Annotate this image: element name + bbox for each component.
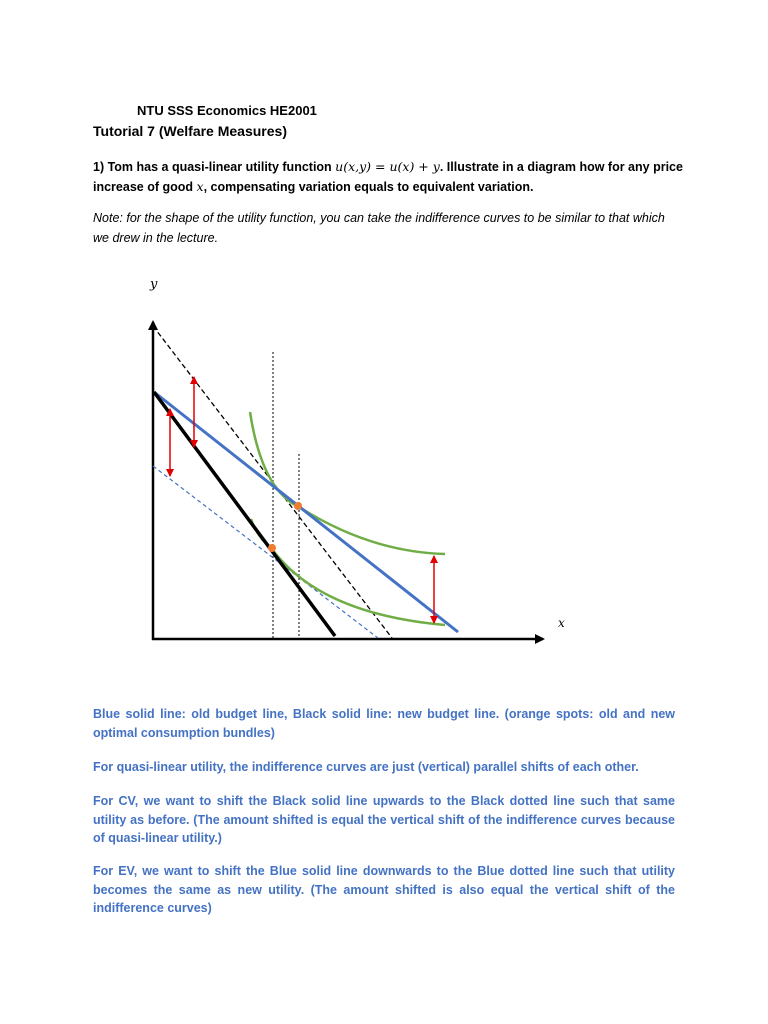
y-axis-label: y — [150, 277, 158, 292]
question-suffix: , compensating variation equals to equivalent variation. — [203, 180, 534, 194]
ev-equivalent-budget-line — [153, 466, 378, 638]
explanation-cv: For CV, we want to shift the Black solid line upwards to the Black dotted line such that same utility as before. (The amount shifted is equal the vertical shift of the indifference curves because of quasi-linear utility.) — [93, 794, 675, 845]
indifference-curve-old-utility — [250, 412, 445, 554]
good-variable-math: x — [196, 179, 204, 194]
tutorial-title: Tutorial 7 (Welfare Measures) — [93, 123, 287, 139]
indifference-curve-new-utility — [251, 519, 445, 625]
new-optimal-bundle — [268, 544, 276, 552]
new-budget-line — [154, 392, 335, 636]
note-text: Note: for the shape of the utility function, you can take the indifference curves to be similar to that which we drew in the lecture. — [93, 211, 665, 245]
old-optimal-bundle — [294, 502, 302, 510]
question-text — [93, 157, 683, 197]
explanation-quasilinear: For quasi-linear utility, the indifference curves are just (vertical) parallel shifts of each other. — [93, 760, 639, 774]
course-title: NTU SSS Economics HE2001 — [137, 103, 317, 118]
utility-function-math: u(x,y) = u(x) + y — [335, 159, 440, 174]
question-middle: . Illustrate in a diagram how for any price increase of good — [93, 160, 683, 194]
question-prefix: 1) Tom has a quasi-linear utility function — [93, 160, 336, 174]
cv-compensated-budget-line — [153, 326, 392, 638]
explanation-ev: For EV, we want to shift the Blue solid line downwards to the Blue dotted line such that utility becomes the same as new utility. (The amount shifted is also equal the vertical shift of the indifference curves) — [93, 864, 675, 915]
explanation-legend: Blue solid line: old budget line, Black solid line: new budget line. (orange spots: old and new optimal consumption bundles) — [93, 707, 675, 740]
x-axis-label: x — [558, 616, 565, 630]
old-budget-line — [154, 392, 458, 632]
